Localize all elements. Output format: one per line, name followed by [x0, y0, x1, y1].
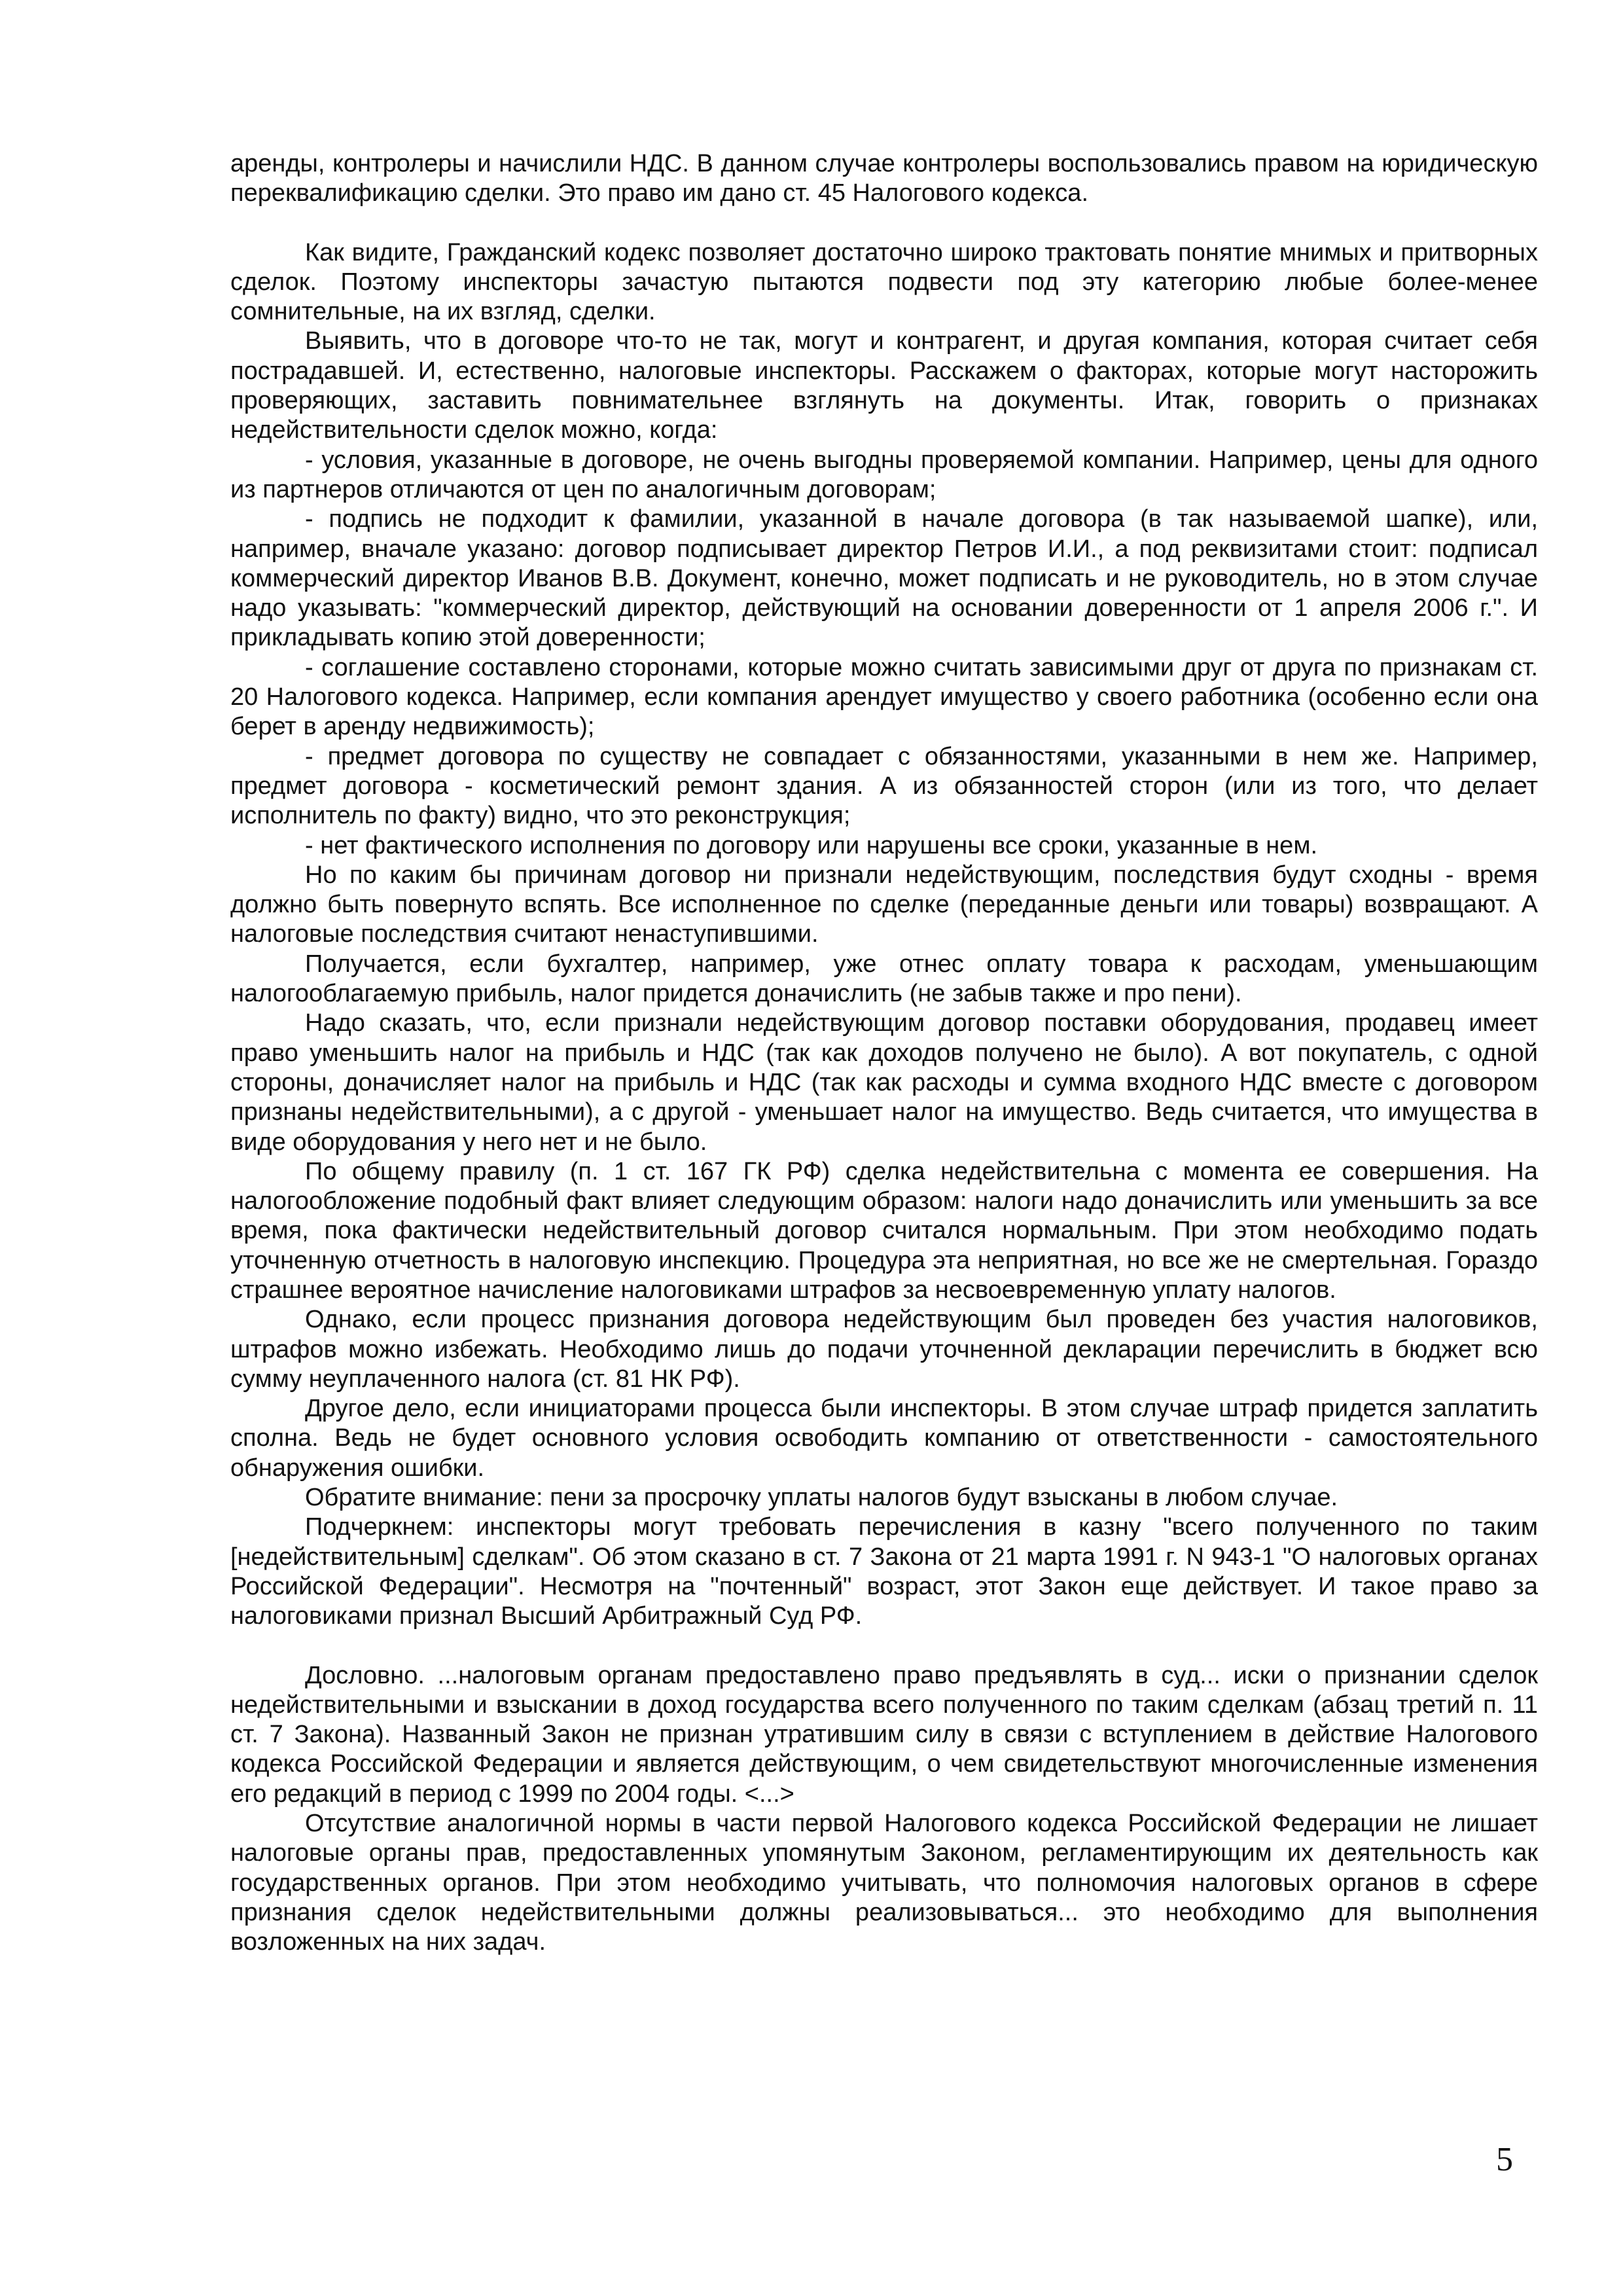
list-item: - подпись не подходит к фамилии, указанной в начале договора (в так называемой шапке), или, например, вначале указано: договор подписывает директор Петров И.И., а под реквизитами стоит: подписал коммерческий директор Иванов В.В. Документ, конечно, может подписать и не руководитель, но в этом случае надо указывать: "коммерческий директор, действующий на основании доверенности от 1 апреля 2006 г.". И прикладывать копию этой доверенности;	[230, 505, 1538, 652]
list-item: - соглашение составлено сторонами, которые можно считать зависимыми друг от друга по признакам ст. 20 Налогового кодекса. Например, если компания арендует имущество у своего работника (особенно если она берет в аренду недвижимость);	[230, 653, 1538, 741]
list-item: - условия, указанные в договоре, не очень выгодны проверяемой компании. Например, цены для одного из партнеров отличаются от цен по аналогичным договорам;	[230, 446, 1538, 503]
list-item: - предмет договора по существу не совпадает с обязанностями, указанными в нем же. Например, предмет договора - косметический ремонт здания. А из обязанностей сторон (или из того, что делает исполнитель по факту) видно, что это реконструкция;	[230, 742, 1538, 830]
paragraph: Получается, если бухгалтер, например, уже отнес оплату товара к расходам, уменьшающим налогооблагаемую прибыль, налог придется доначислить (не забыв также и про пени).	[230, 950, 1538, 1008]
paragraph: Подчеркнем: инспекторы могут требовать перечисления в казну "всего полученного по таким [недействительным] сделкам". Об этом сказано в ст. 7 Закона от 21 марта 1991 г. N 943-1 "О налоговых органах Российской Федерации". Несмотря на "почтенный" возраст, этот Закон еще действует. И такое право за налоговиками признал Высший Арбитражный Суд РФ.	[230, 1513, 1538, 1630]
page-number: 5	[1496, 2141, 1513, 2178]
paragraph: Выявить, что в договоре что-то не так, могут и контрагент, и другая компания, которая считает себя пострадавшей. И, естественно, налоговые инспекторы. Расскажем о факторах, которые могут насторожить проверяющих, заставить повнимательнее взглянуть на документы. Итак, говорить о признаках недействительности сделок можно, когда:	[230, 327, 1538, 444]
document-body	[230, 149, 1538, 1958]
paragraph: Но по каким бы причинам договор ни признали недействующим, последствия будут сходны - время должно быть повернуто вспять. Все исполненное по сделке (переданные деньги или товары) возвращают. А налоговые последствия считают ненаступившими.	[230, 861, 1538, 948]
list-item: - нет фактического исполнения по договору или нарушены все сроки, указанные в нем.	[305, 831, 1317, 859]
paragraph: Надо сказать, что, если признали недействующим договор поставки оборудования, продавец имеет право уменьшить налог на прибыль и НДС (так как доходов получено не было). А вот покупатель, с одной стороны, доначисляет налог на прибыль и НДС (так как расходы и сумма входного НДС вместе с договором признаны недействительными), а с другой - уменьшает налог на имущество. Ведь считается, что имущества в виде оборудования у него нет и не было.	[230, 1009, 1538, 1156]
paragraph: Другое дело, если инициаторами процесса были инспекторы. В этом случае штраф придется заплатить сполна. Ведь не будет основного условия освободить компанию от ответственности - самостоятельного обнаружения ошибки.	[230, 1395, 1538, 1482]
quote-paragraph: Дословно. ...налоговым органам предоставлено право предъявлять в суд... иски о признании сделок недействительными и взыскании в доход государства всего полученного по таким сделкам (абзац третий п. 11 ст. 7 Закона). Названный Закон не признан утратившим силу в связи с вступлением в действие Налогового кодекса Российской Федерации и является действующим, о чем свидетельствуют многочисленные изменения его редакций в период с 1999 по 2004 годы. <...>	[230, 1661, 1538, 1808]
paragraph: Как видите, Гражданский кодекс позволяет достаточно широко трактовать понятие мнимых и притворных сделок. Поэтому инспекторы зачастую пытаются подвести под эту категорию любые более-менее сомнительные, на их взгляд, сделки.	[230, 238, 1538, 326]
paragraph: аренды, контролеры и начислили НДС. В данном случае контролеры воспользовались правом на юридическую переквалификацию сделки. Это право им дано ст. 45 Налогового кодекса.	[230, 150, 1538, 207]
paragraph: По общему правилу (п. 1 ст. 167 ГК РФ) сделка недействительна с момента ее совершения. На налогообложение подобный факт влияет следующим образом: налоги надо доначислить или уменьшить за все время, пока фактически недействительный договор считался нормальным. При этом необходимо подать уточненную отчетность в налоговую инспекцию. Процедура эта неприятная, но все же не смертельная. Гораздо страшнее вероятное начисление налоговиками штрафов за несвоевременную уплату налогов.	[230, 1157, 1538, 1304]
paragraph: Однако, если процесс признания договора недействующим был проведен без участия налоговиков, штрафов можно избежать. Необходимо лишь до подачи уточненной декларации перечислить в бюджет всю сумму неуплаченного налога (ст. 81 НК РФ).	[230, 1306, 1538, 1393]
quote-paragraph: Отсутствие аналогичной нормы в части первой Налогового кодекса Российской Федерации не лишает налоговые органы прав, предоставленных упомянутым Законом, регламентирующим их деятельность как государственных органов. При этом необходимо учитывать, что полномочия налоговых органов в сфере признания сделок недействительными должны реализовываться... это необходимо для выполнения возложенных на них задач.	[230, 1810, 1538, 1956]
paragraph: Обратите внимание: пени за просрочку уплаты налогов будут взысканы в любом случае.	[305, 1484, 1338, 1512]
